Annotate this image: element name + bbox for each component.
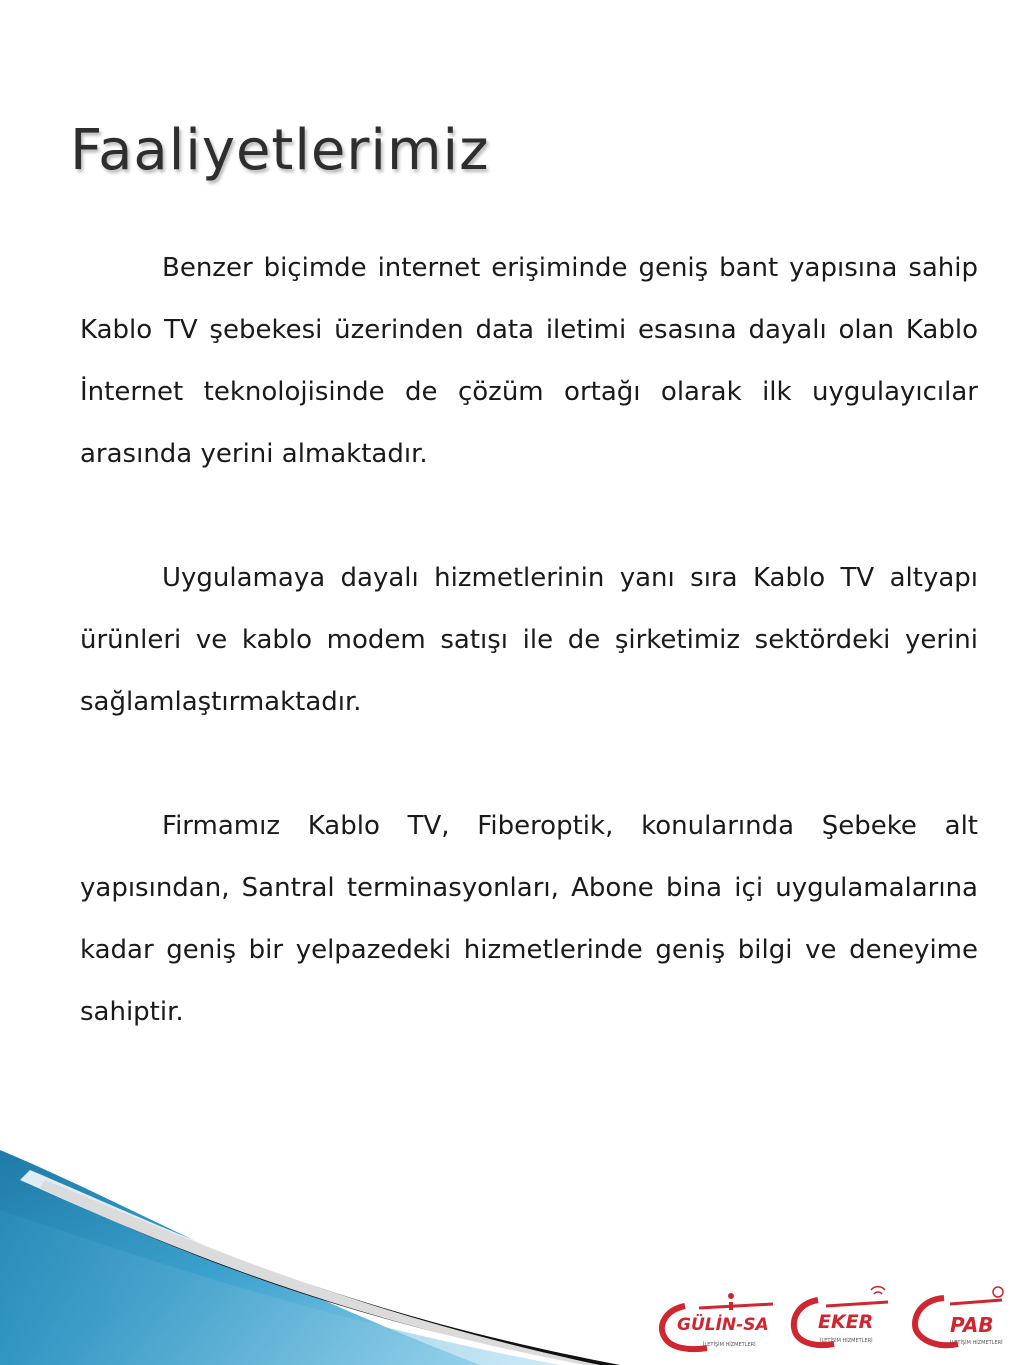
decorative-swoosh <box>0 1140 620 1365</box>
slide-body <box>80 237 978 1105</box>
eker-logo <box>788 1278 898 1365</box>
gulin-sa-logo <box>655 1278 780 1365</box>
paragraph-1: Benzer biçimde internet erişiminde geniş bant yapısına sahip Kablo TV şebekesi üzerinden data iletimi esasına dayalı olan Kablo İnternet teknolojisinde de çözüm ortağı olarak ilk uygulayıcılar arasında yerini almaktadır. <box>80 253 978 469</box>
pab-logo <box>910 1278 1010 1365</box>
paragraph-2: Uygulamaya dayalı hizmetlerinin yanı sıra Kablo TV altyapı ürünleri ve kablo modem satışı ile de şirketimiz sektördeki yerini sağlamlaştırmaktadır. <box>80 563 978 717</box>
eker-tagline: İLETİŞİM HİZMETLERİ <box>820 1338 873 1344</box>
gulin-sa-name: GÜLİN-SA <box>677 1315 769 1335</box>
pab-name: PAB <box>950 1313 994 1337</box>
logo-strip <box>655 1278 1024 1365</box>
pab-tagline: İLETİŞİM HİZMETLERİ <box>950 1340 1003 1346</box>
paragraph-3: Firmamız Kablo TV, Fiberoptik, konularında Şebeke alt yapısından, Santral terminasyonları, Abone bina içi uygulamalarına kadar geniş bir yelpazedeki hizmetlerinde geniş bilgi ve deneyime sahiptir. <box>80 811 978 1027</box>
slide-title: Faaliyetlerimiz <box>70 118 490 183</box>
gulin-sa-tagline: İLETİŞİM HİZMETLERİ <box>703 1342 756 1348</box>
eker-name: EKER <box>818 1311 874 1333</box>
